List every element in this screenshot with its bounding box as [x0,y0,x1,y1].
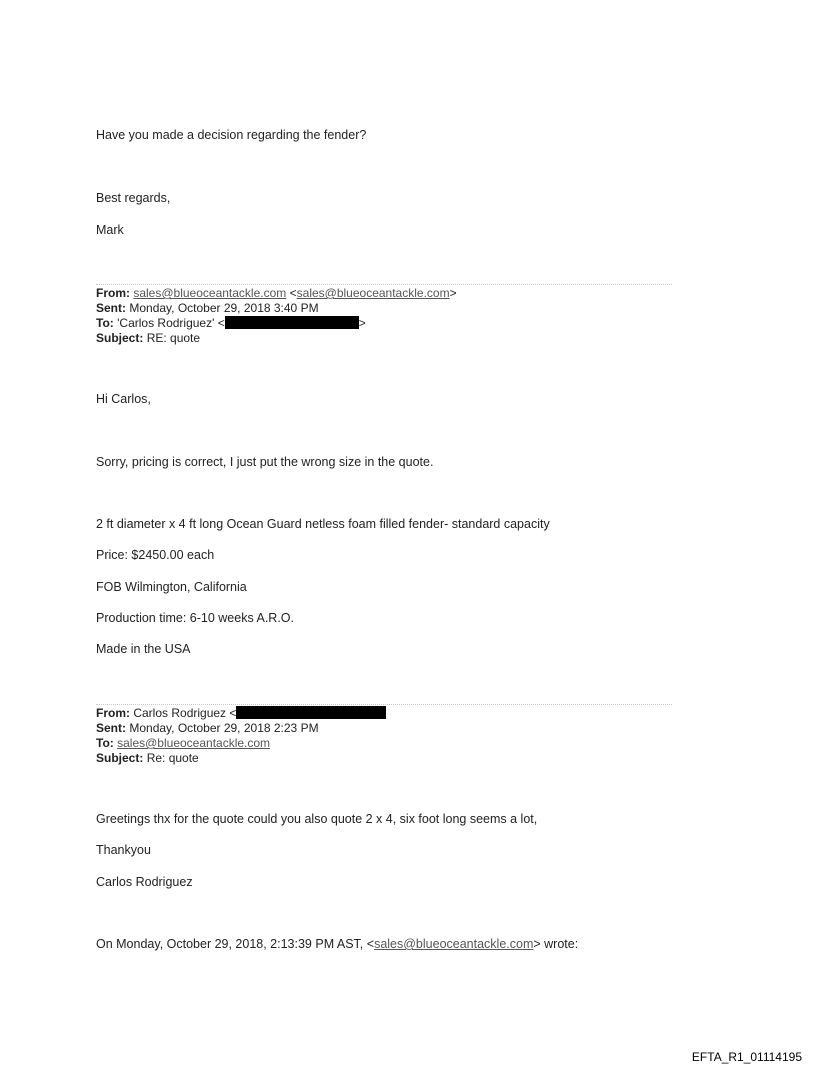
to-email-link[interactable]: sales@blueoceantackle.com [117,736,271,750]
message-text: Greetings thx for the quote could you also quote 2 x 4, six foot long seems a lot, [96,812,538,826]
message-line: Have you made a decision regarding the fender? [96,128,367,142]
email-header-2 [96,706,386,766]
sent-value: Monday, October 29, 2018 3:40 PM [129,301,319,315]
product-text: 2 ft diameter x 4 ft long Ocean Guard netless foam filled fender- standard capacity [96,517,550,531]
to-value: 'Carlos Rodriguez' < [117,316,225,330]
production-text: Production time: 6-10 weeks A.R.O. [96,611,295,625]
to-label: To: [96,736,114,750]
to-row [96,736,386,751]
to-end: > [358,316,366,330]
document-id: EFTA_R1_01114195 [691,1050,802,1064]
from-email-link[interactable]: sales@blueoceantackle.com [133,286,287,300]
from-label: From: [96,706,130,720]
quote-email-link[interactable]: sales@blueoceantackle.com [374,937,534,951]
from-lt: < [289,286,297,300]
to-label: To: [96,316,114,330]
fob-text: FOB Wilmington, California [96,580,247,594]
quote-intro [96,937,578,951]
subject-value: RE: quote [146,331,201,345]
quote-suffix: > wrote: [533,937,579,951]
separator [96,284,672,285]
sent-label: Sent: [96,721,126,735]
email-header-1 [96,286,457,346]
price-text: Price: $2450.00 each [96,548,215,562]
from-row [96,706,386,721]
apology-text: Sorry, pricing is correct, I just put the wrong size in the quote. [96,455,434,469]
redaction-box [236,706,386,719]
from-row [96,286,457,301]
closing-text: Best regards, [96,191,171,205]
sent-row [96,301,457,316]
from-gt: > [449,286,457,300]
to-row [96,316,457,331]
from-value: Carlos Rodriguez < [133,706,237,720]
quote-prefix: On Monday, October 29, 2018, 2:13:39 PM AST, < [96,937,375,951]
subject-value: Re: quote [146,751,199,765]
separator [96,704,672,705]
redaction-box [225,316,359,329]
subject-row [96,751,386,766]
signature-carlos: Carlos Rodriguez [96,875,193,889]
subject-row [96,331,457,346]
subject-label: Subject: [96,751,144,765]
signature-mark: Mark [96,223,124,237]
subject-label: Subject: [96,331,144,345]
from-email-link-2[interactable]: sales@blueoceantackle.com [296,286,450,300]
sent-row [96,721,386,736]
sent-value: Monday, October 29, 2018 2:23 PM [129,721,319,735]
from-label: From: [96,286,130,300]
sent-label: Sent: [96,301,126,315]
greeting-text: Hi Carlos, [96,392,151,406]
thanks-text: Thankyou [96,843,151,857]
origin-text: Made in the USA [96,642,191,656]
